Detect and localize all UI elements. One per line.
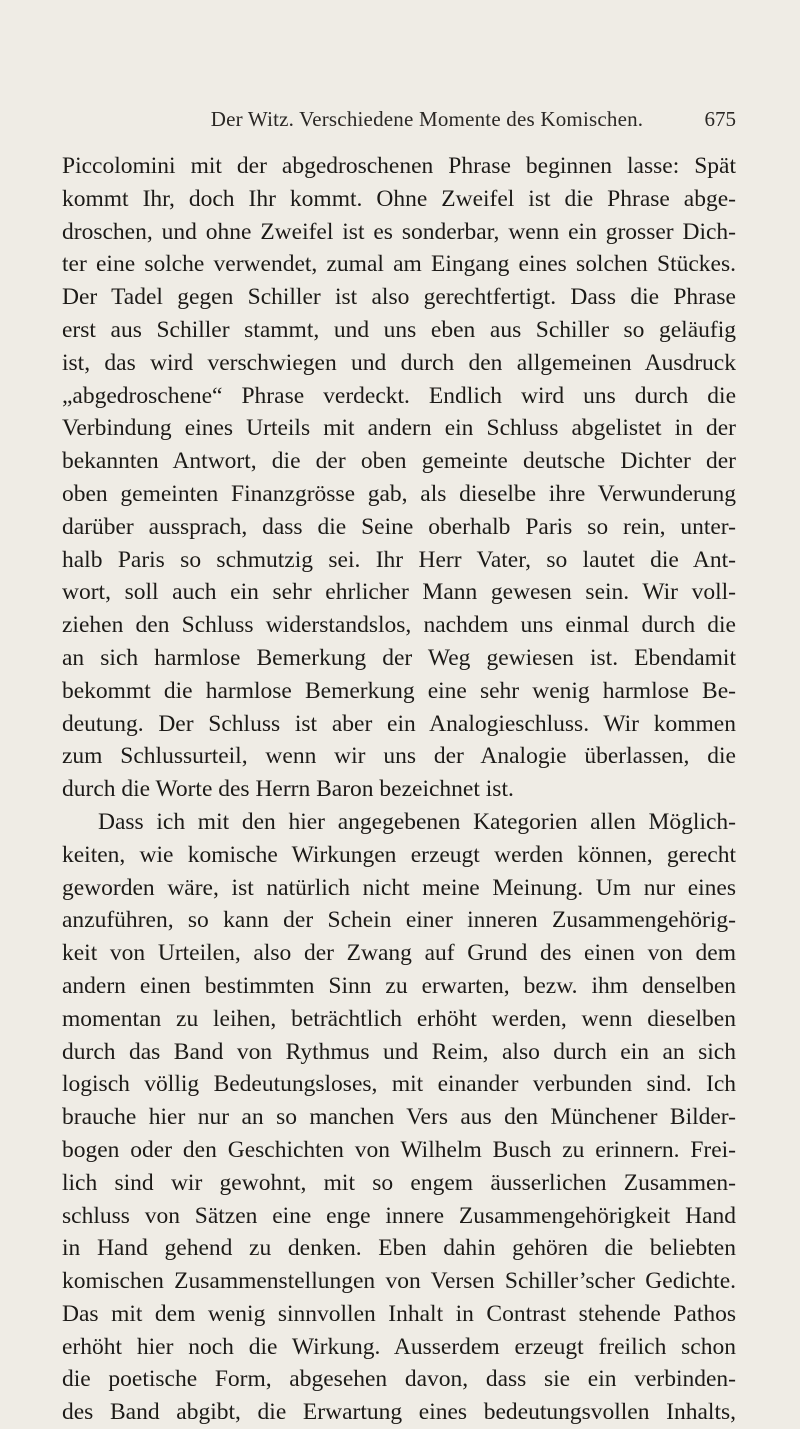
running-head [118,107,736,137]
text-line: geworden wäre, ist natürlich nicht meine Meinung. Um nur eines [62,874,736,901]
text-line: Verbindung eines Urteils mit andern ein Schluss abgelistet in der [62,415,736,442]
text-line: Das mit dem wenig sinnvollen Inhalt in Contrast stehende Pathos [62,1300,736,1327]
text-line: andern einen bestimmten Sinn zu erwarten, bezw. ihm denselben [62,972,736,999]
page-number: 675 [704,107,736,131]
text-line: erst aus Schiller stammt, und uns eben aus Schiller so geläufig [62,316,736,343]
paragraph-2 [62,806,736,1429]
text-line: kommt Ihr, doch Ihr kommt. Ohne Zweifel ist die Phrase abge- [62,185,736,212]
text-line: droschen, und ohne Zweifel ist es sonderbar, wenn ein grosser Dich- [62,218,736,245]
text-line: bekommt die harmlose Bemerkung eine sehr wenig harmlose Be- [62,677,736,704]
text-line: anzuführen, so kann der Schein einer inneren Zusammengehörig- [62,907,736,934]
text-line: wort, soll auch ein sehr ehrlicher Mann gewesen sein. Wir voll- [62,579,736,606]
running-head-title: Der Witz. Verschiedene Momente des Komischen. [210,107,644,131]
text-line: durch die Worte des Herrn Baron bezeichnet ist. [62,776,514,803]
text-line: oben gemeinten Finanzgrösse gab, als dieselbe ihre Verwunderung [62,480,736,507]
text-line: ter eine solche verwendet, zumal am Eingang eines solchen Stückes. [62,251,736,278]
text-line: zum Schlussurteil, wenn wir uns der Analogie überlassen, die [62,743,736,770]
text-line: Der Tadel gegen Schiller ist also gerechtfertigt. Dass die Phrase [62,284,736,311]
text-line: bogen oder den Geschichten von Wilhelm Busch zu erinnern. Frei- [62,1136,736,1163]
text-line: erhöht hier noch die Wirkung. Ausserdem erzeugt freilich schon [62,1333,736,1360]
text-line: brauche hier nur an so manchen Vers aus den Münchener Bilder- [62,1104,736,1131]
text-line: momentan zu leihen, beträchtlich erhöht werden, wenn dieselben [62,1005,736,1032]
paragraph-1 [62,150,736,806]
text-line: lich sind wir gewohnt, mit so engem äusserlichen Zusammen- [62,1169,736,1196]
text-line: logisch völlig Bedeutungsloses, mit einander verbunden sind. Ich [62,1071,736,1098]
text-line: keit von Urteilen, also der Zwang auf Grund des einen von dem [62,940,736,967]
text-line: darüber aussprach, dass die Seine oberhalb Paris so rein, unter- [62,513,736,540]
text-line: halb Paris so schmutzig sei. Ihr Herr Vater, so lautet die Ant- [62,546,736,573]
text-line: Dass ich mit den hier angegebenen Kategorien allen Möglich- [98,808,736,835]
text-line: schluss von Sätzen eine enge innere Zusammengehörigkeit Hand [62,1202,736,1229]
text-line: ziehen den Schluss widerstandslos, nachdem uns einmal durch die [62,612,736,639]
body-text [62,150,736,1429]
text-line: die poetische Form, abgesehen davon, dass sie ein verbinden- [62,1366,736,1393]
text-line: ist, das wird verschwiegen und durch den allgemeinen Ausdruck [62,349,736,376]
text-line: des Band abgibt, die Erwartung eines bedeutungsvollen Inhalts, [62,1399,736,1426]
text-line: komischen Zusammenstellungen von Versen Schiller’scher Gedichte. [62,1268,736,1295]
text-line: durch das Band von Rythmus und Reim, also durch ein an sich [62,1038,736,1065]
text-line: an sich harmlose Bemerkung der Weg gewiesen ist. Ebendamit [62,644,736,671]
text-line: Piccolomini mit der abgedroschenen Phrase beginnen lasse: Spät [62,153,736,179]
text-line: in Hand gehend zu denken. Eben dahin gehören die beliebten [62,1235,736,1262]
text-line: deutung. Der Schluss ist aber ein Analogieschluss. Wir kommen [62,710,736,737]
text-line: „abgedroschene“ Phrase verdeckt. Endlich wird uns durch die [62,382,736,409]
text-line: keiten, wie komische Wirkungen erzeugt werden können, gerecht [62,841,736,868]
text-line: bekannten Antwort, die der oben gemeinte deutsche Dichter der [62,448,736,475]
